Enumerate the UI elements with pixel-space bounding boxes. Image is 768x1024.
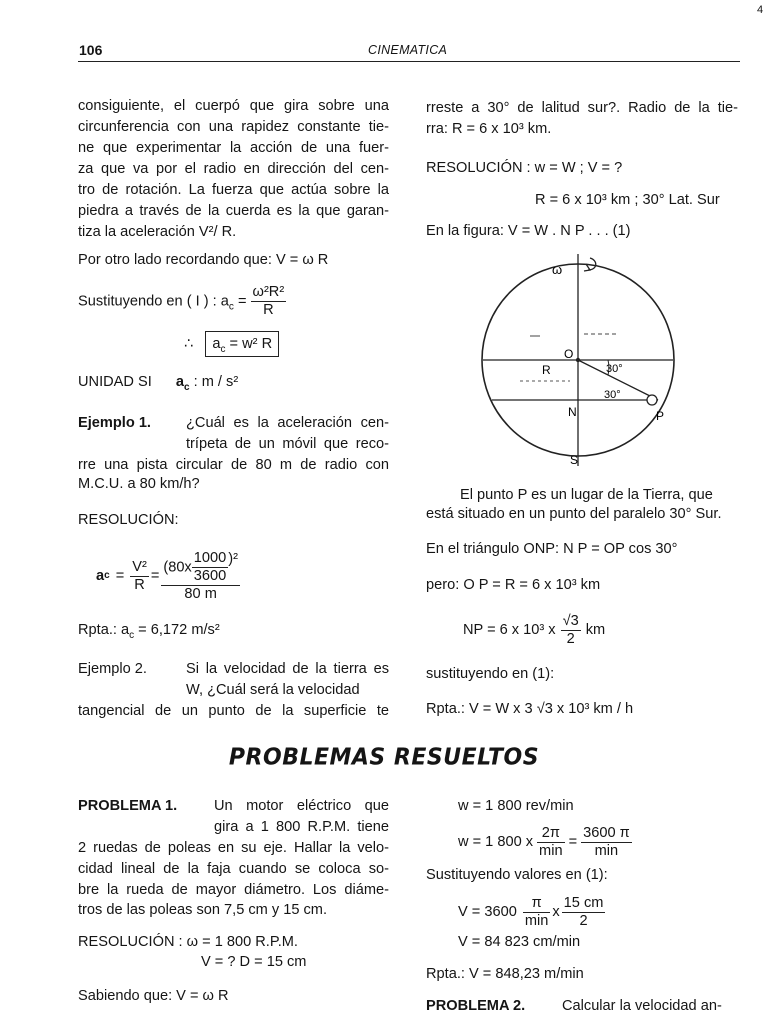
w2-den1: min [539,842,563,859]
center-point [576,358,580,362]
text-line: trípeta de un móvil que reco- [186,436,389,452]
text-line: W, ¿Cuál será la velocidad [186,682,360,698]
label-angle2: 30° [604,389,621,401]
w2-fraction1 [537,825,565,860]
label-angle1: 30° [606,363,623,375]
ejemplo2-label: Ejemplo 2. [78,661,147,677]
v1-prefix: V = 3600 [458,904,517,920]
section-title: CINEMATICA [368,43,448,57]
eq-a: a [96,568,105,584]
text-line: Un motor eléctrico que [214,798,389,814]
page-number: 106 [79,42,103,58]
resolucion-heading: RESOLUCIÓN: [78,512,179,528]
np-fraction [561,613,581,648]
corner-mark: 4 [757,4,764,16]
text-line: tangencial de un punto de la superficie te [78,703,389,719]
v1-num2: 15 cm [563,894,604,911]
w2-den2: min [594,842,619,859]
v1-fraction2 [562,895,606,930]
pero-line: pero: O P = R = 6 x 10³ km [426,577,601,593]
p1-sabiendo: Sabiendo que: V = ω R [78,988,229,1004]
inner-fraction [192,550,228,585]
sust-eq: = [237,293,247,310]
problema2-line1: Calcular la velocidad an- [562,998,722,1014]
problema1-label: PROBLEMA 1. [78,798,178,814]
p1-v2: V = 84 823 cm/min [458,934,581,950]
figura-line: En la figura: V = W . N P . . . (1) [426,223,631,239]
boxed-result [184,331,279,357]
sust-label: Sustituyendo en ( I ) : a [78,293,229,310]
label-n: N [568,405,577,419]
right-resolucion: RESOLUCIÓN : w = W ; V = ? [426,160,623,176]
unidad-value: : m / s² [189,374,239,390]
unidad-a: a [175,374,184,390]
rpta1-label: Rpta.: a [78,622,130,638]
text-line: tros de las poleas son 7,5 cm y 15 cm. [78,902,328,918]
np-prefix: NP = 6 x 10³ x [463,622,556,638]
p1-w1: w = 1 800 rev/min [458,798,574,814]
sust-num: ω²R² [252,284,285,300]
therefore-symbol: ∴ [184,336,194,352]
inner-den: 3600 [193,567,227,584]
text-line: piedra a través de la cuerda es la que garan- [78,203,389,219]
eq-r: R [134,576,145,593]
text-line: consiguiente, el cuerpó que gira sobre una [78,98,389,114]
rpta1-line [78,620,220,640]
header-rule [78,61,740,62]
text-line: bre la rueda de mayor diámetro. Los diáme- [78,882,389,898]
rpta-right: Rpta.: V = W x 3 √3 x 10³ km / h [426,701,634,717]
p1-rpta: Rpta.: V = 848,23 m/min [426,966,584,982]
np-equation [463,608,605,652]
inner-num: 1000 [193,549,227,566]
label-p: P [656,409,665,423]
w2-fraction2 [581,825,632,860]
sustituyendo-equation [78,284,286,324]
np-suffix: km [585,622,606,638]
text-line: circunferencia con una rapidez constante tie- [78,119,389,135]
text-line: tiza la aceleración V²/ R. [78,224,237,240]
text-line: za que va por el radio en dirección del cen- [78,161,389,177]
v1-den1: min [524,912,549,929]
unidad-label: UNIDAD SI [78,374,152,390]
v1-x: x [552,904,560,920]
boxed-formula [205,331,279,357]
rpta1-sub: c [129,629,135,641]
problema2-label: PROBLEMA 2. [426,998,526,1014]
np-num: √3 [562,612,579,629]
w2-eq: = [568,834,578,850]
label-s: S [570,453,579,467]
label-r: R [542,363,551,377]
text-line: ne que experimentar la acción de una fuer- [78,140,389,156]
text-line: M.C.U. a 80 km/h? [78,476,200,492]
text-line: rra: R = 6 x 10³ km. [426,121,552,137]
label-omega: ω [552,262,563,277]
problemas-title: PROBLEMAS RESUELTOS [228,744,540,771]
text-line: cidad lineal de la faja cuando se coloca so- [78,861,389,877]
v1-den2: 2 [579,912,588,929]
otro-lado-line: Por otro lado recordando que: V = ω R [78,252,329,268]
big-num [161,550,240,586]
triangulo-line: En el triángulo ONP: N P = OP cos 30° [426,541,678,557]
boxed-sub: c [220,343,226,355]
text-line: gira a 1 800 R.P.M. tiene [214,819,389,835]
np-den: 2 [566,630,575,647]
sust-sub: c [228,301,234,313]
v2-fraction [130,559,149,594]
w2-num2: 3600 π [583,824,630,841]
boxed-rest: = w² R [225,336,273,352]
unidad-si [78,372,238,392]
eq-equals2: = [150,568,160,584]
big-num-suffix: )² [228,550,238,567]
p1-w2-equation [458,820,636,864]
unidad-sub: c [183,381,190,393]
p1-resolucion2: V = ? D = 15 cm [201,954,307,970]
text-line: tro de rotación. La fuerza que actúa sobre la [78,182,389,198]
w2-num1: 2π [537,825,565,843]
text-line: rre una pista circular de 80 m de radio con [78,457,389,473]
sustituyendo-right: sustituyendo en (1): [426,666,555,682]
p1-v1-equation [458,890,607,934]
sust-fraction [251,284,287,319]
ac-equation: a c = $\frac{\text{V²}}{R}$ = (80x $\frac{1000}{3600}$ )² 80 m [96,549,238,602]
sust-den: R [263,302,274,318]
big-fraction [161,550,240,603]
text-line: ¿Cuál es la aceleración cen- [186,415,389,431]
p1-resolucion1: RESOLUCIÓN : ω = 1 800 R.P.M. [78,934,298,950]
big-den: 80 m [184,585,217,602]
boxed-a: a [212,336,221,352]
v1-num1: π [523,895,551,913]
rpta1-value: = 6,172 m/s² [134,622,220,638]
eq-equals: = [115,568,125,584]
earth-diagram [480,248,710,476]
text-line: está situado en un punto del paralelo 30° Sur. [426,506,722,522]
text-line: El punto P es un lugar de la Tierra, que [460,487,713,503]
v1-fraction1 [523,895,551,930]
text-line: 2 ruedas de poleas en su eje. Hallar la velo- [78,840,389,856]
text-line: rreste a 30° de lalitud sur?. Radio de la tie- [426,100,738,116]
p1-sust: Sustituyendo valores en (1): [426,867,608,883]
big-num-prefix: (80x [163,559,192,575]
point-p-marker [647,395,657,405]
text-line: Si la velocidad de la tierra es [186,661,389,677]
w2-prefix: w = 1 800 x [458,834,534,850]
right-data-line: R = 6 x 10³ km ; 30° Lat. Sur [535,192,720,208]
label-o: O [564,347,574,361]
ejemplo1-label: Ejemplo 1. [78,415,151,431]
eq-v2: V² [132,558,147,575]
